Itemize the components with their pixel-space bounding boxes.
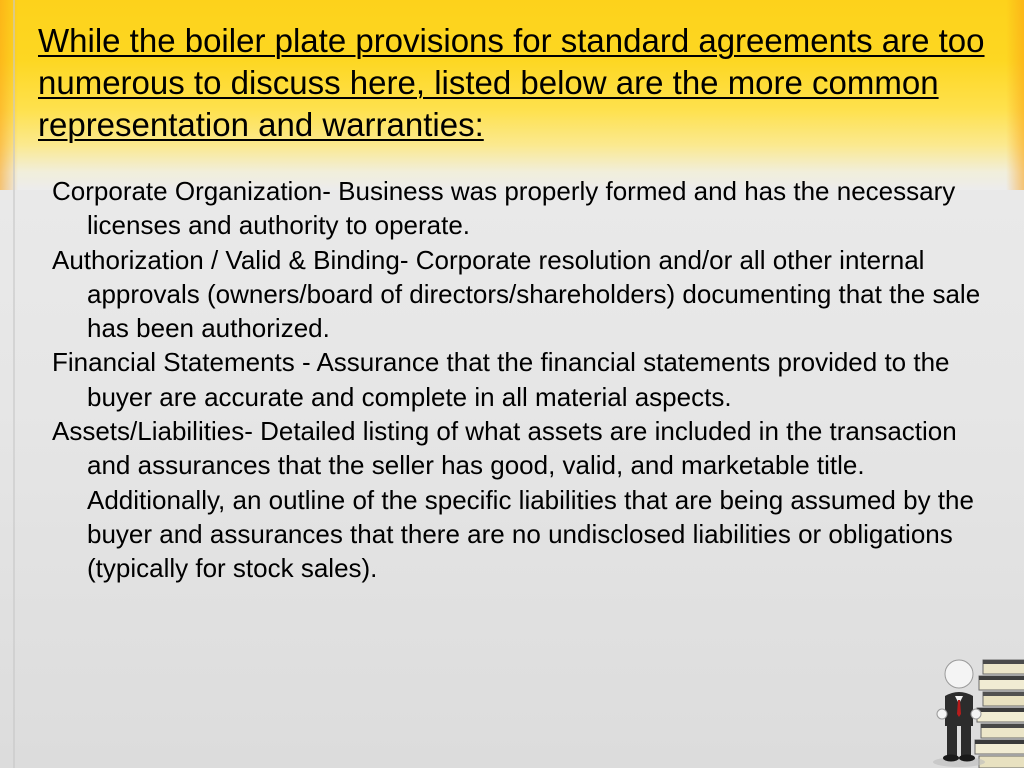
warranty-item-financial-statements: Financial Statements - Assurance that the financial statements provided to the buyer are accurate and complete in all material aspects. [52, 347, 950, 412]
slide-title: While the boiler plate provisions for standard agreements are too numerous to discuss here, listed below are the more common representation and warranties: [38, 22, 985, 143]
warranty-item-corporate-organization: Corporate Organization- Business was properly formed and has the necessary licenses and authority to operate. [52, 176, 956, 241]
figure-on-book-stack-icon [925, 640, 1024, 768]
warranty-item-assets-liabilities: Assets/Liabilities- Detailed listing of what assets are included in the transaction and assurances that the seller has good, valid, and marketable title. Additionally, an outline of the specific liabilities that are being assumed by the buyer and assurances that there are no undisclosed liabilities or obligations (typically for stock sales). [52, 416, 974, 584]
book-stack [975, 660, 1024, 768]
warranty-item-authorization: Authorization / Valid & Binding- Corporate resolution and/or all other internal approvals (owners/board of directors/shareholders) documenting that the sale has been authorized. [52, 244, 981, 344]
warranty-list [52, 174, 982, 586]
header-edge-right [1006, 0, 1024, 190]
header-edge-left [0, 0, 18, 190]
left-rule [13, 0, 15, 768]
